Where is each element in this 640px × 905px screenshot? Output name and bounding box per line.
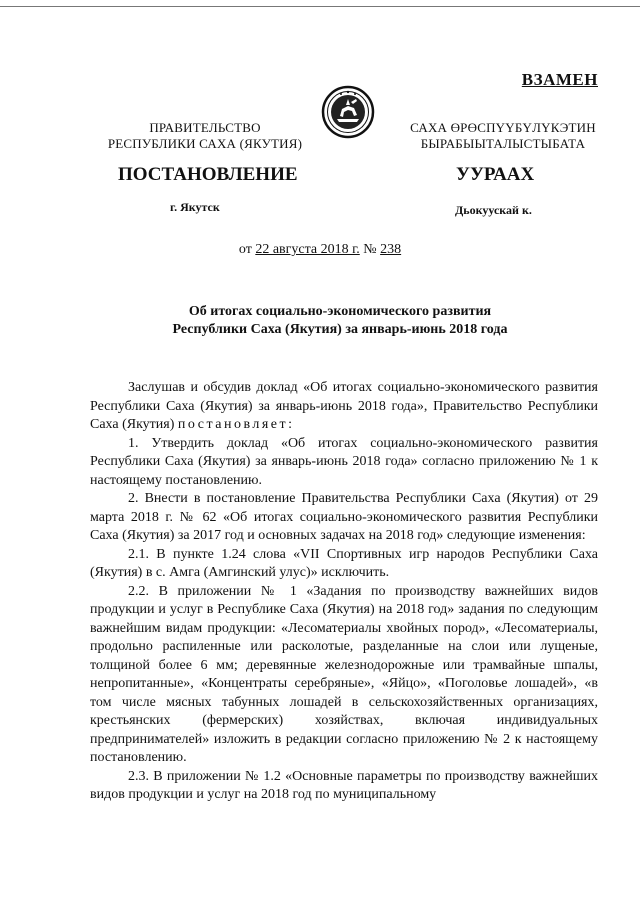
paragraph-2-2: 2.2. В приложении № 1 «Задания по производству важнейших видов продукции и услуг в Республике Саха (Якутия) на 2018 год» задания по следующим важнейшим видам продукции: «Лесоматериалы хвойных пород», «Лесоматериалы, продольно распиленные или расколотые, разделанные на слои или лущеные, толщиной более 6 мм; деревянные железнодорожные или трамвайные шпалы, непропитанные», «Концентраты серебряные», «Яйцо», «Поголовье лошадей», «в том числе мясных табунных лошадей в сельскохозяйственных организациях, крестьянских (фермерских) хозяйствах, включая индивидуальных предпринимателей» изложить в редакции согласно приложению № 2 к настоящему постановлению. <box>90 583 598 765</box>
document-type-ru: ПОСТАНОВЛЕНИЕ <box>118 164 298 185</box>
document-body <box>90 379 598 805</box>
top-scan-line <box>0 6 640 7</box>
org-right-line-2: БЫРАБЫЫТАЛЫСТЫБАТА <box>420 136 586 151</box>
paragraph-intro <box>90 379 598 435</box>
title-line-2: Республики Саха (Якутия) за январь-июнь 2018 года <box>172 322 508 337</box>
paragraph-2: 2. Внести в постановление Правительства Республики Саха (Якутия) от 29 марта 2018 г. № 62 «Об итогах социально-экономического развития Республики Саха (Якутия) за 2017 год и основных задачах на 2018 год» следующие изменения: <box>90 491 598 543</box>
government-name-sakha <box>398 120 608 152</box>
org-right-line-1: САХА ӨРӨСПҮҮБҮЛҮКЭТИН <box>410 120 596 135</box>
intro-verb: постановляет: <box>177 417 295 432</box>
document-type-sakha: УУРААХ <box>456 164 535 185</box>
government-name-ru <box>100 120 310 152</box>
document-date: 22 августа 2018 г. <box>255 242 360 257</box>
number-label: № <box>363 242 377 257</box>
org-left-line-2: РЕСПУБЛИКИ САХА (ЯКУТИЯ) <box>107 136 303 151</box>
date-prefix: от <box>238 242 252 257</box>
document-title <box>120 303 560 339</box>
paragraph-2-3: 2.3. В приложении № 1.2 «Основные параметры по производству важнейших видов продукции и услуг на 2018 год по муниципальному <box>90 768 598 802</box>
title-line-1: Об итогах социально-экономического развития <box>188 304 492 319</box>
intro-text: Заслушав и обсудив доклад «Об итогах социально-экономического развития Республики Саха (Якутия) за январь-июнь 2018 года», Правительство Республики Саха (Якутия) <box>90 380 598 432</box>
document-date-line <box>0 242 640 258</box>
replacement-stamp: ВЗАМЕН <box>521 70 598 89</box>
city-sakha: Дьокуускай к. <box>455 203 532 217</box>
paragraph-1: 1. Утвердить доклад «Об итогах социально-экономического развития Республики Саха (Якутия) за январь-июнь 2018 года» согласно приложению № 1 к настоящему постановлению. <box>90 435 598 488</box>
emblem-icon <box>321 85 375 139</box>
city-ru: г. Якутск <box>170 200 220 214</box>
coat-of-arms-emblem <box>321 85 375 139</box>
document-number: 238 <box>380 242 402 257</box>
paragraph-2-1: 2.1. В пункте 1.24 слова «VII Спортивных игр народов Республики Саха (Якутия) в с. Амга (Амгинский улус)» исключить. <box>90 546 598 580</box>
org-left-line-1: ПРАВИТЕЛЬСТВО <box>149 120 261 135</box>
